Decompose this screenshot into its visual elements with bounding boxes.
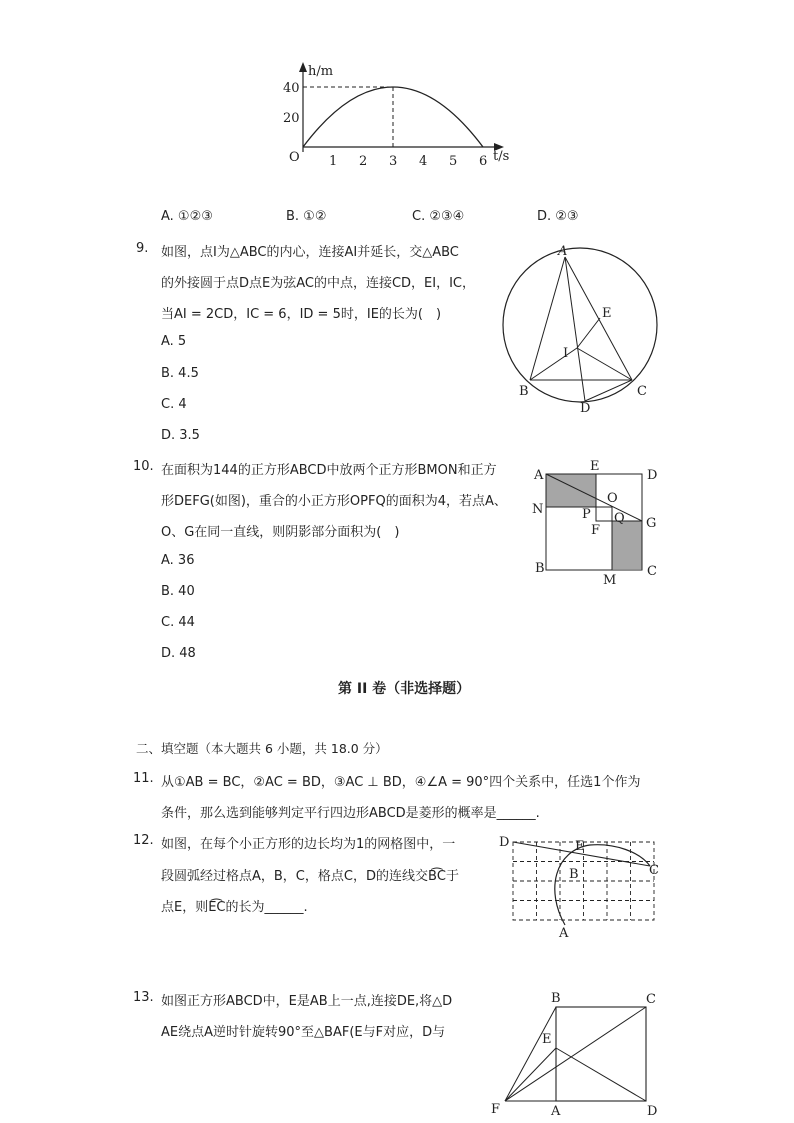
q8-x-tick-6: 6 bbox=[479, 154, 488, 169]
section-2-title: 第 II 卷（非选择题） bbox=[338, 681, 471, 697]
q12-label-d: D bbox=[499, 835, 510, 850]
q9-label-e: E bbox=[602, 306, 612, 321]
q9-label-b: B bbox=[519, 384, 529, 399]
q10-label-b: B bbox=[535, 561, 545, 576]
q9-text-line-2: 的外接圆于点D点E为弦AC的中点，连接CD，EI，IC， bbox=[161, 276, 476, 291]
q13-seg-de bbox=[556, 1048, 646, 1101]
q13-label-b: B bbox=[551, 991, 561, 1006]
q9-number: 9. bbox=[136, 241, 149, 256]
q13-label-c: C bbox=[646, 992, 656, 1007]
q13-square-abcd bbox=[556, 1007, 646, 1101]
q10-label-o: O bbox=[607, 491, 618, 506]
q13-text-line-2: AE绕点A逆时针旋转90°至△BAF(E与F对应，D与 bbox=[161, 1025, 446, 1040]
q8-x-tick-4: 4 bbox=[419, 154, 428, 169]
q8-option-b: B. ①② bbox=[286, 209, 327, 224]
q13-number: 13. bbox=[133, 990, 154, 1005]
q13-seg-fe bbox=[505, 1048, 556, 1101]
q10-option-a: A. 36 bbox=[161, 553, 195, 568]
q13-label-a: A bbox=[551, 1104, 561, 1119]
q9-label-i: I bbox=[563, 346, 569, 361]
q10-option-b: B. 40 bbox=[161, 584, 195, 599]
q12-number: 12. bbox=[133, 833, 154, 848]
q9-option-a: A. 5 bbox=[161, 334, 187, 349]
q9-label-c: C bbox=[637, 384, 647, 399]
q10-text-line-3: O、G在同一直线，则阴影部分面积为( ) bbox=[161, 525, 400, 540]
q9-text-line-1: 如图，点I为△ABC的内心，连接AI并延长，交△ABC bbox=[161, 245, 459, 260]
q10-label-f: F bbox=[591, 523, 601, 538]
q12-label-b: B bbox=[569, 867, 579, 882]
q10-label-e: E bbox=[590, 459, 600, 474]
q11-text-line-1: 从①AB = BC，②AC = BD，③AC ⊥ BD，④∠A = 90°四个关系中，任选1个作为 bbox=[161, 775, 641, 790]
q8-option-d: D. ②③ bbox=[537, 209, 579, 224]
q10-label-a: A bbox=[534, 468, 544, 483]
q13-text-line-1: 如图正方形ABCD中，E是AB上一点,连接DE,将△D bbox=[161, 994, 453, 1009]
q8-x-tick-2: 2 bbox=[359, 154, 368, 169]
q13-label-d: D bbox=[647, 1104, 658, 1119]
q9-text-line-3: 当AI = 2CD，IC = 6，ID = 5时，IE的长为( ) bbox=[161, 307, 442, 322]
q13-label-f: F bbox=[491, 1102, 501, 1117]
q10-number: 10. bbox=[133, 459, 154, 474]
q9-label-a: A bbox=[558, 244, 568, 259]
q8-y-tick-40: 40 bbox=[283, 81, 300, 96]
q10-label-g: G bbox=[646, 516, 657, 531]
q10-label-p: P bbox=[582, 507, 591, 522]
q12-text-line-1: 如图，在每个小正方形的边长均为1的网格图中，一 bbox=[161, 837, 456, 852]
q13-seg-fc bbox=[505, 1007, 646, 1101]
q12-text-line-3: 点E，则E͡C的长为______. bbox=[161, 900, 308, 915]
q10-text-line-2: 形DEFG(如图)，重合的小正方形OPFQ的面积为4，若点A、 bbox=[161, 494, 507, 509]
q9-label-d: D bbox=[580, 401, 591, 416]
q10-label-m: M bbox=[603, 573, 617, 588]
q10-label-n: N bbox=[532, 502, 544, 517]
q8-x-tick-3: 3 bbox=[389, 154, 398, 169]
q8-option-c: C. ②③④ bbox=[412, 209, 465, 224]
q8-origin-label: O bbox=[289, 150, 300, 165]
q8-x-tick-5: 5 bbox=[449, 154, 458, 169]
q12-label-e: E bbox=[575, 839, 585, 854]
q10-label-q: Q bbox=[614, 511, 625, 526]
q10-label-d: D bbox=[647, 468, 658, 483]
q10-label-c: C bbox=[647, 564, 657, 579]
q12-label-a: A bbox=[559, 926, 569, 941]
q11-text-line-2: 条件，那么选到能够判定平行四边形ABCD是菱形的概率是______. bbox=[161, 806, 540, 821]
q9-option-b: B. 4.5 bbox=[161, 366, 199, 381]
q8-x-tick-1: 1 bbox=[329, 154, 338, 169]
q12-text-line-2: 段圆弧经过格点A，B，C，格点C，D的连线交B͡C于 bbox=[161, 869, 459, 884]
q9-option-c: C. 4 bbox=[161, 397, 187, 412]
q10-option-c: C. 44 bbox=[161, 615, 195, 630]
q8-option-a: A. ①②③ bbox=[161, 209, 213, 224]
q8-y-axis-label: h/m bbox=[308, 64, 334, 79]
q10-text-line-1: 在面积为144的正方形ABCD中放两个正方形BMON和正方 bbox=[161, 463, 497, 478]
q12-label-c: C bbox=[649, 863, 659, 878]
q11-number: 11. bbox=[133, 771, 154, 786]
q10-option-d: D. 48 bbox=[161, 646, 196, 661]
q9-option-d: D. 3.5 bbox=[161, 428, 200, 443]
q13-label-e: E bbox=[542, 1032, 552, 1047]
q13-seg-fb bbox=[505, 1007, 556, 1101]
part-2-heading: 二、填空题（本大题共 6 小题，共 18.0 分） bbox=[136, 741, 388, 756]
q8-y-tick-20: 20 bbox=[283, 111, 300, 126]
q8-x-axis-label: t/s bbox=[493, 149, 510, 164]
